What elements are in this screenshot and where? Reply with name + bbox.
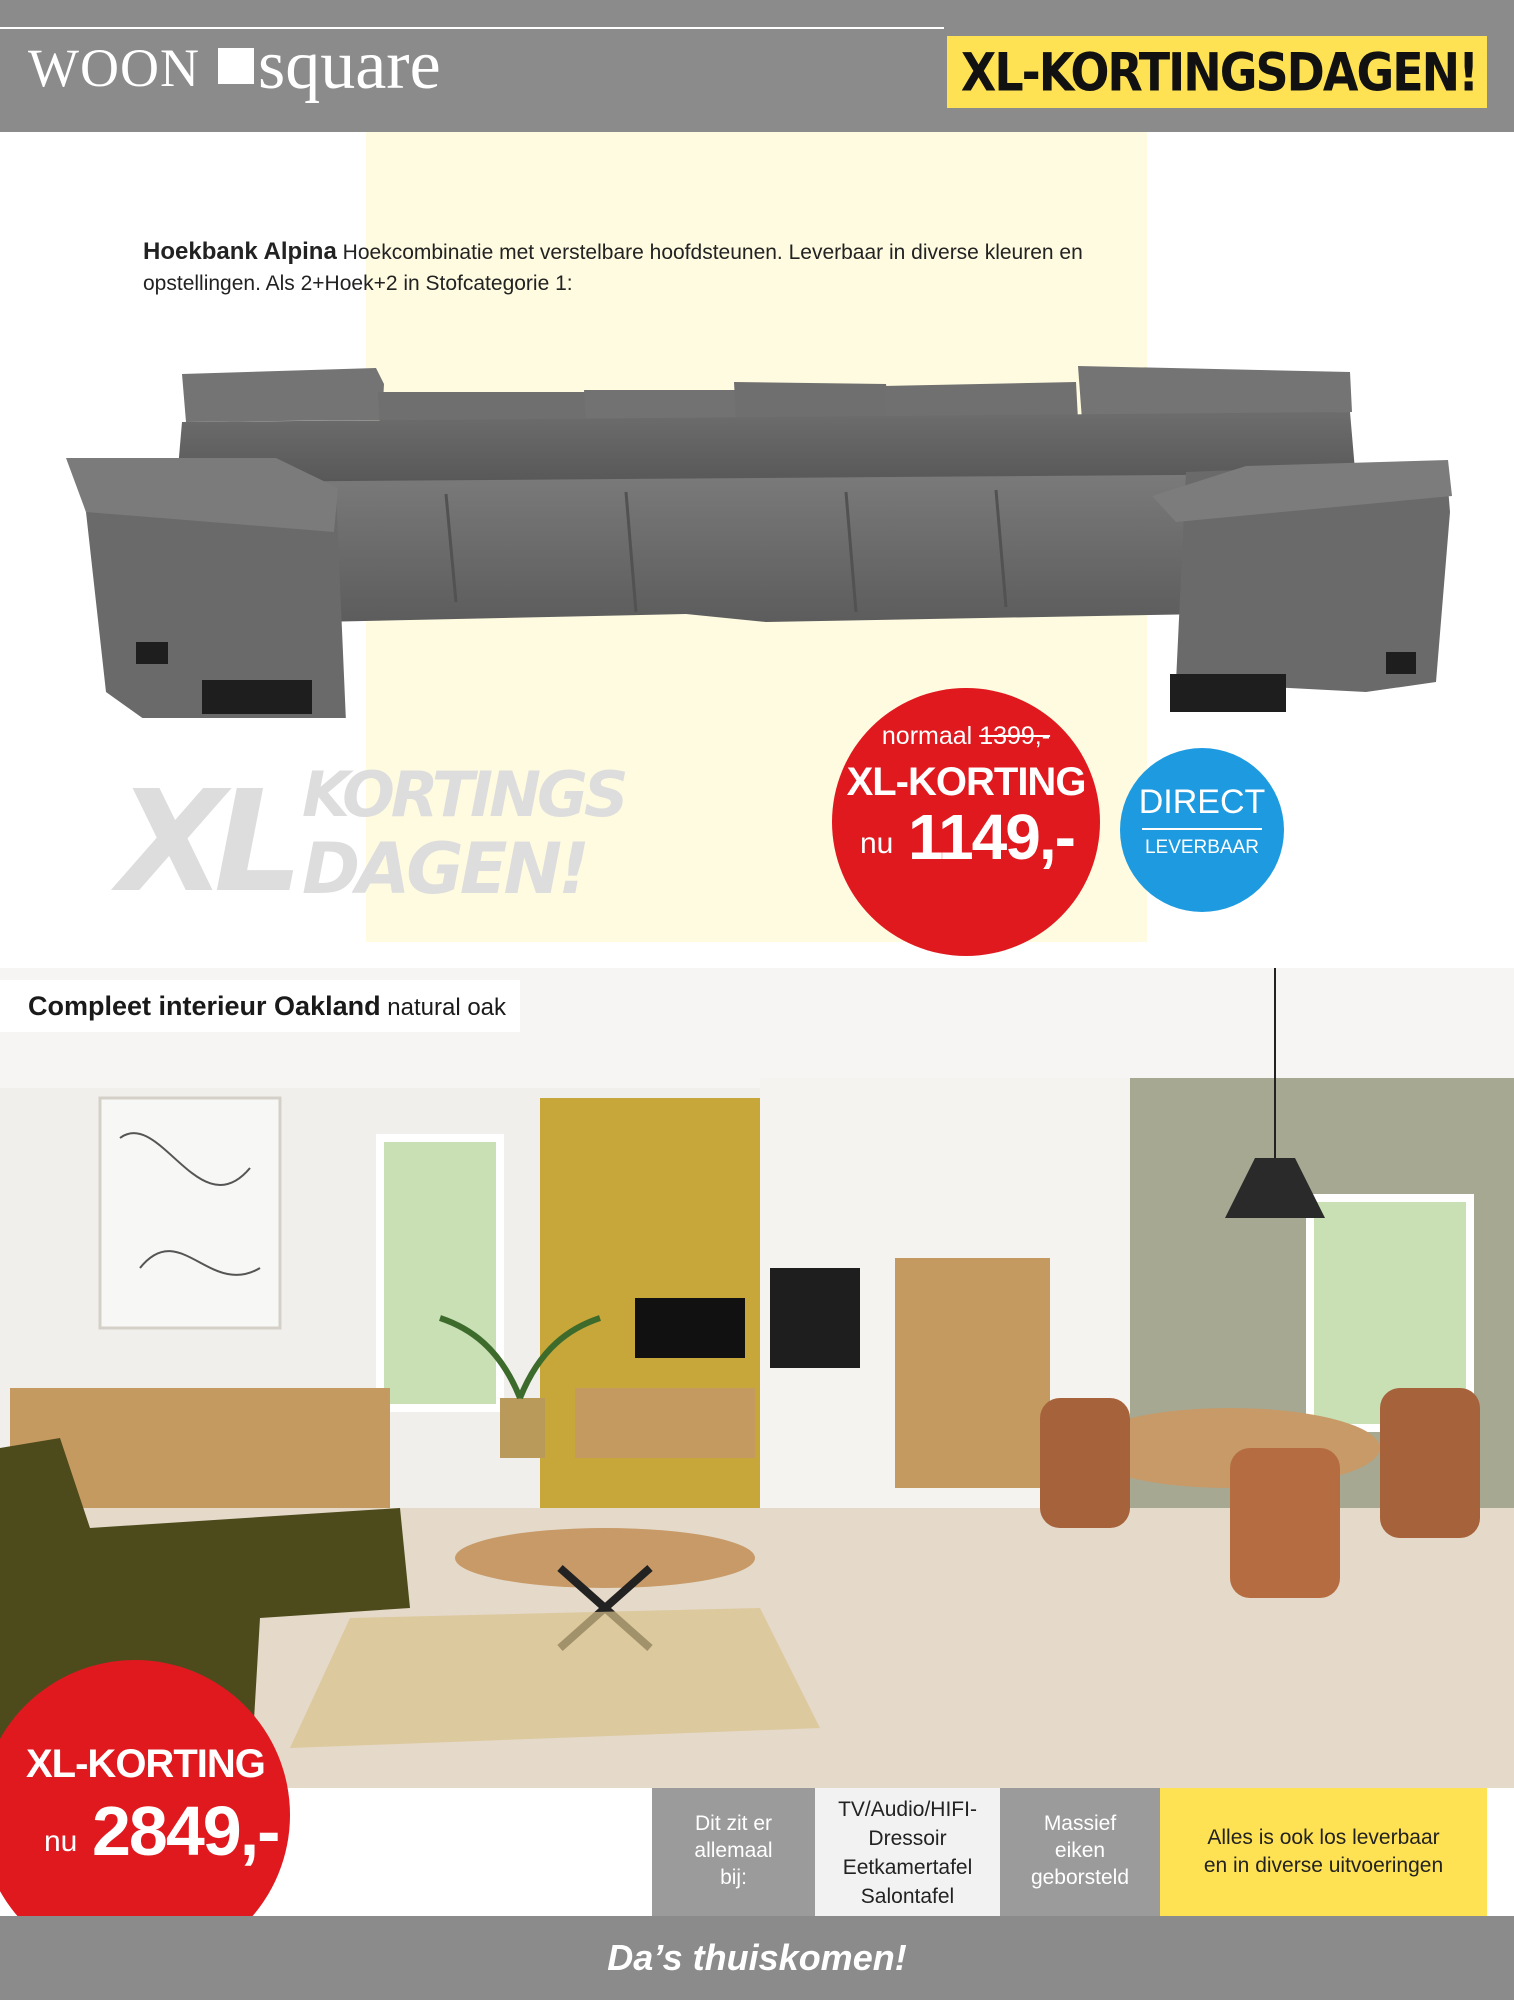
normal-price-value: 1399,- <box>979 722 1051 750</box>
info-material-line: Massief <box>1043 1812 1117 1835</box>
watermark-kortings: KORTINGS <box>302 758 625 831</box>
info-intro-line: bij: <box>720 1866 747 1889</box>
product-name: Hoekbank Alpina <box>143 238 337 265</box>
now-price: 1149,- <box>908 801 1074 873</box>
info-note-line: Alles is ook los leverbaar <box>1207 1826 1440 1849</box>
info-item: Salontafel <box>860 1885 955 1908</box>
product2-variant: natural oak <box>387 994 507 1021</box>
logo-woon-text: WOON <box>28 38 200 98</box>
info-item: Dressoir <box>868 1827 947 1850</box>
info-material-line: geborsteld <box>1030 1866 1130 1889</box>
info-note-box <box>1160 1788 1487 1916</box>
info-material-box <box>1000 1788 1160 1916</box>
info-intro-box <box>652 1788 815 1916</box>
watermark-dagen: DAGEN! <box>302 828 587 910</box>
header-divider <box>0 27 944 29</box>
product2-label <box>0 980 520 1032</box>
sofa-image <box>66 362 1462 718</box>
now-label: nu <box>860 827 894 860</box>
info-note-line: en in diverse uitvoeringen <box>1203 1854 1444 1877</box>
normal-price-label: normaal <box>881 722 973 750</box>
badge-direct: DIRECT <box>1138 783 1266 821</box>
info-items-box <box>815 1788 1000 1916</box>
discount-label-2: XL-KORTING <box>26 1742 265 1786</box>
badge-divider <box>1142 828 1262 830</box>
info-material-line: eiken <box>1054 1839 1106 1862</box>
info-intro-line: allemaal <box>694 1839 773 1862</box>
banner-title: XL-KORTINGSDAGEN! <box>960 40 1478 104</box>
footer-tagline: Da’s thuiskomen! <box>607 1937 907 1978</box>
info-item: TV/Audio/HIFI- <box>838 1798 977 1821</box>
info-item: Eetkamertafel <box>842 1856 973 1879</box>
now-label-2: nu <box>44 1825 78 1858</box>
now-price-2: 2849,- <box>92 1792 279 1870</box>
discount-label: XL-KORTING <box>846 760 1086 804</box>
logo-square-mark <box>218 48 254 84</box>
price-badge-product1 <box>832 688 1100 956</box>
info-intro-line: Dit zit er <box>694 1812 772 1835</box>
product-description <box>143 236 1193 299</box>
product2-name: Compleet interieur Oakland <box>28 991 381 1021</box>
normal-price-line <box>832 720 1100 752</box>
product-text: Hoekcombinatie met verstelbare hoofdsteunen. Leverbaar in diverse kleuren en opstellingen. Als 2+Hoek+2 in Stofcategorie 1: <box>143 241 1083 295</box>
direct-leverbaar-badge <box>1120 748 1284 912</box>
badge-leverbaar: LEVERBAAR <box>1144 837 1260 858</box>
watermark-xl: XL <box>118 761 292 924</box>
logo-square-text: square <box>258 27 441 104</box>
room-photo <box>0 968 1514 1788</box>
